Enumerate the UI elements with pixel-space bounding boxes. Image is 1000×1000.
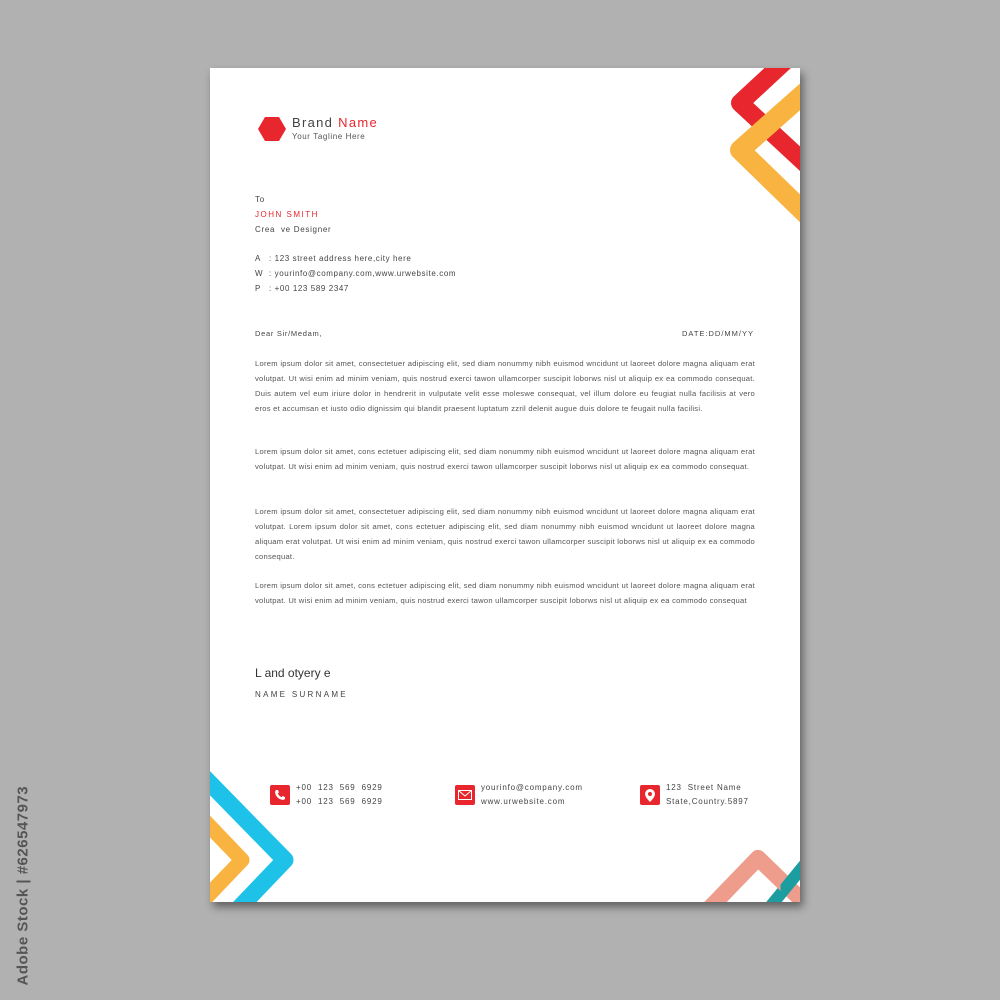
footer-address: 123 Street Name State,Country.5897 [640,781,749,809]
contact-address: A : 123 street address here,city here [255,254,412,263]
signature: L and otyery e [255,666,331,680]
phone-icon [270,785,290,805]
bottom-orange-chevron [210,816,242,902]
contact-phone: P : +00 123 589 2347 [255,284,349,293]
contact-web: W : yourinfo@company.com,www.urwebsite.com [255,269,457,278]
mail-icon [455,785,475,805]
location-pin-icon [640,785,660,805]
stock-id: Adobe Stock | #626547973 [14,785,32,986]
recipient-name: JOHN SMITH [255,210,319,219]
date: DATE:DD/MM/YY [681,329,754,338]
brand-tagline: Your Tagline Here [292,132,366,141]
brand-name: Brand Name [292,115,379,130]
recipient-title: Crea ve Designer [255,225,332,234]
body-paragraph: Lorem ipsum dolor sit amet, consectetuer adipiscing elit, sed diam nonummy nibh euismod wncidunt ut laoreet dolore magna aliquam erat volutpat. Lorem ipsum dolor sit amet, cons ectetuer adipiscing elit, sed diam nonummy nibh euismod wncidunt ut laoreet dolore magna aliquam erat volutpat. Ut wisi enim ad minim veniam, quis nostrud exerci tawon ullamcorper suscipit loborws nisl ut aliquip ex ea commodo consequat. [255,507,755,561]
to-label: To [255,195,265,204]
letterhead-page [210,68,800,902]
footer-email: yourinfo@company.com www.urwebsite.com [455,781,583,809]
brand-logo-hexagon-icon [258,116,286,142]
signer-name: NAME SURNAME [255,690,348,699]
body-paragraph: Lorem ipsum dolor sit amet, cons ectetuer adipiscing elit, sed diam nonummy nibh euismod wncidunt ut laoreet dolore magna aliquam erat volutpat. Ut wisi enim ad minim veniam, quis nostrud exerci tawon ullamcorper suscipit loborws nisl ut aliquip ex ea commodo consequat. [255,447,755,471]
salutation: Dear Sir/Medam, [255,329,323,338]
corner-decorations [210,68,800,902]
body-paragraph: Lorem ipsum dolor sit amet, cons ectetuer adipiscing elit, sed diam nonummy nibh euismod wncidunt ut laoreet dolore magna aliquam erat volutpat. Ut wisi enim ad minim veniam, quis nostrud exerci tawon ullamcorper suscipit loborws nisl ut aliquip ex ea commodo consequat [255,581,755,605]
body-paragraph: Lorem ipsum dolor sit amet, consectetuer adipiscing elit, sed diam nonummy nibh euismod wncidunt ut laoreet dolore magna aliquam erat volutpat. Ut wisi enim ad minim veniam, quis nostrud exerci tawon ullamcorper suscipit loborws nisl ut aliquip ex ea commodo consequat. Duis autem vel eum iriure dolor in hendrerit in vulputate velit esse moleswe consequat, vel illum dolore eu feugiat nulla facilisis at vero eros et accumsan et iusto odio dignissim qui blandit praesent luptatum zzril delenit augue duis dolore te feugait nulla facilisi. [255,359,755,413]
footer-phone: +00 123 569 6929 +00 123 569 6929 [270,781,383,809]
